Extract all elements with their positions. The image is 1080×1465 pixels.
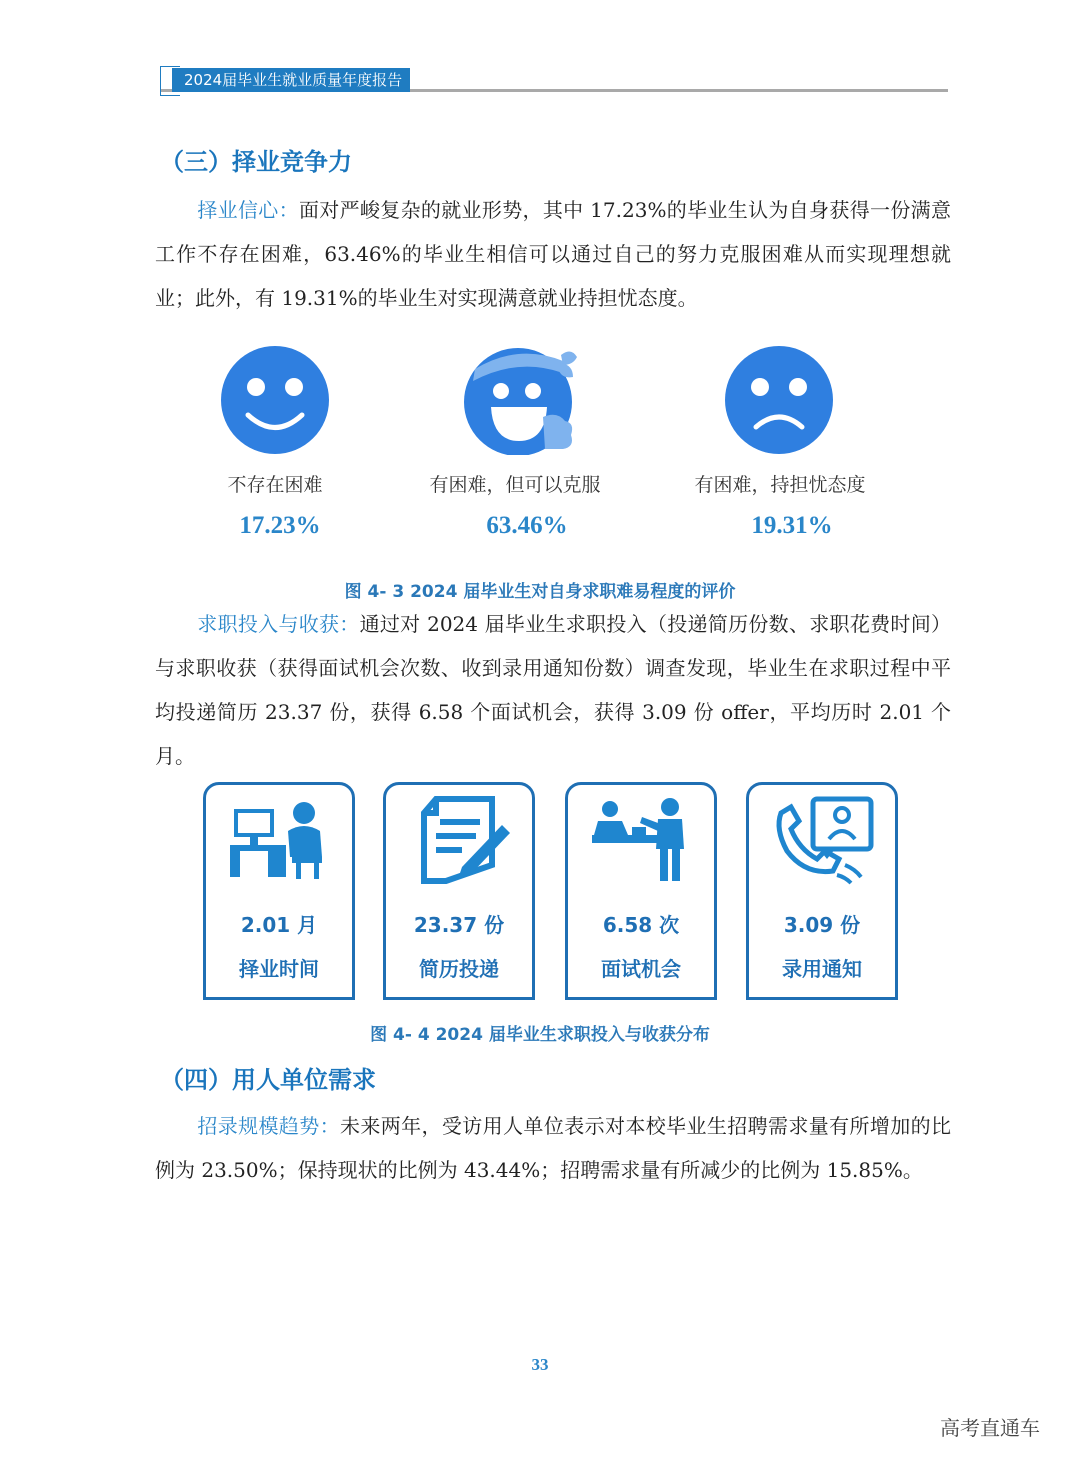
paragraph-text: 通过对 2024 届毕业生求职投入（投递简历份数、求职花费时间）与求职收获（获得面试机会次数、收到录用通知份数）调查发现，毕业生在求职过程中平均投递简历 23.37 份，获得 6.58 个面试机会，获得 3.09 份 offer，平均历时 2.01 个月。	[155, 612, 951, 768]
stat-value: 23.37 份	[413, 913, 505, 937]
stat-label: 面试机会	[601, 957, 681, 981]
determined-face-icon	[463, 345, 579, 455]
stat-card-offers	[746, 782, 898, 1000]
stat-value: 2.01 月	[240, 913, 318, 937]
phone-contact-icon	[769, 795, 875, 885]
interview-icon	[588, 795, 694, 885]
stat-value: 3.09 份	[783, 913, 861, 937]
paragraph-text: 未来两年，受访用人单位表示对本校毕业生招聘需求量有所增加的比例为 23.50%；保持现状的比例为 43.44%；招聘需求量有所减少的比例为 15.85%。	[155, 1114, 952, 1182]
stat-label: 简历投递	[419, 957, 499, 981]
face-label-can-overcome: 有困难，但可以克服	[429, 474, 601, 496]
paragraph-lead: 求职投入与收获：	[197, 612, 360, 636]
section-title-competitiveness: （三）择业竞争力	[160, 148, 352, 176]
page-number: 33	[531, 1355, 549, 1374]
paragraph-investment	[155, 602, 951, 778]
sad-face-icon	[724, 345, 834, 455]
face-label-worried: 有困难，持担忧态度	[694, 474, 866, 496]
paragraph-text: 面对严峻复杂的就业形势，其中 17.23%的毕业生认为自身获得一份满意工作不存在困难，63.46%的毕业生相信可以通过自己的努力克服困难从而实现理想就业；此外，有 19.31%的毕业生对实现满意就业持担忧态度。	[155, 198, 951, 310]
stat-label: 录用通知	[782, 957, 862, 981]
happy-face-icon	[220, 345, 330, 455]
paragraph-lead: 招录规模趋势：	[197, 1114, 341, 1138]
stat-card-search-time	[203, 782, 355, 1000]
figure-caption-4-3: 图 4- 3 2024 届毕业生对自身求职难易程度的评价	[344, 582, 736, 602]
face-label-no-difficulty: 不存在困难	[227, 474, 323, 496]
stat-value: 6.58 次	[602, 913, 680, 937]
face-percent-worried: 19.31%	[751, 512, 833, 539]
report-title-tab: 2024届毕业生就业质量年度报告	[172, 68, 410, 92]
stat-label: 择业时间	[239, 957, 319, 981]
paragraph-recruitment-trend	[155, 1104, 951, 1192]
document-pen-icon	[406, 795, 512, 885]
face-percent-can-overcome: 63.46%	[486, 512, 568, 539]
stat-card-interviews	[565, 782, 717, 1000]
face-percent-no-difficulty: 17.23%	[239, 512, 321, 539]
figure-caption-4-4: 图 4- 4 2024 届毕业生求职投入与收获分布	[370, 1025, 710, 1045]
paragraph-lead: 择业信心：	[197, 198, 299, 222]
paragraph-confidence	[155, 188, 951, 320]
computer-user-icon	[226, 795, 332, 885]
watermark-text: 高考直通车	[940, 1416, 1040, 1440]
section-title-employer-demand: （四）用人单位需求	[160, 1066, 376, 1094]
stat-card-resumes	[383, 782, 535, 1000]
